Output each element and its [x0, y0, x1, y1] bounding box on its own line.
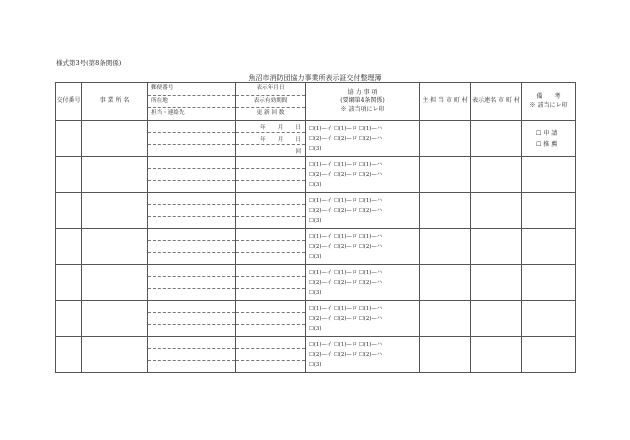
coop-line-2: ☐(2)—イ ☐(2)—ロ ☐(2)—ハ: [309, 351, 383, 358]
coop-line-1: ☐(1)—イ ☐(1)—ロ ☐(1)—ハ: [309, 341, 383, 348]
cell-main-municipality[interactable]: [420, 157, 471, 193]
cell-contact-group[interactable]: [148, 337, 236, 373]
cell-issue-number[interactable]: [56, 121, 82, 157]
cell-display-group[interactable]: [236, 157, 306, 193]
ledger-row: [56, 193, 576, 229]
ledger-row: [56, 265, 576, 301]
header-main-municipality: 主 担 当 市 町 村: [420, 83, 471, 121]
cell-contact-group[interactable]: [148, 265, 236, 301]
coop-line-1: ☐(1)—イ ☐(1)—ロ ☐(1)—ハ: [309, 305, 383, 312]
cell-contact-group[interactable]: [148, 301, 236, 337]
header-display-group: [236, 83, 306, 121]
cell-joint-municipality[interactable]: [471, 193, 522, 229]
cell-main-municipality[interactable]: [420, 121, 471, 157]
coop-line-2: ☐(2)—イ ☐(2)—ロ ☐(2)—ハ: [309, 207, 383, 214]
cell-display-group[interactable]: [236, 265, 306, 301]
header-contact-group: [148, 83, 236, 121]
header-remarks-note: ※ 該当にレ印: [529, 101, 568, 109]
ledger-row: [56, 229, 576, 265]
header-display-date: 表示年月日: [256, 85, 285, 92]
header-contact: 担当・連絡先: [148, 107, 235, 120]
cell-cooperation[interactable]: [306, 193, 420, 229]
cell-joint-municipality[interactable]: [471, 229, 522, 265]
cell-remarks[interactable]: [522, 265, 576, 301]
ledger-title: 魚沼市消防団協力事業所表示証交付整理簿: [248, 74, 382, 82]
cell-main-municipality[interactable]: [420, 193, 471, 229]
cell-main-municipality[interactable]: [420, 229, 471, 265]
cell-display-group[interactable]: [236, 301, 306, 337]
ledger-row: [56, 157, 576, 193]
cell-display-group[interactable]: [236, 121, 306, 157]
cell-main-municipality[interactable]: [420, 301, 471, 337]
cell-contact-group[interactable]: [148, 121, 236, 157]
cell-issue-number[interactable]: [56, 337, 82, 373]
ledger-row: [56, 337, 576, 373]
cell-display-group[interactable]: [236, 193, 306, 229]
form-number: 様式第3号(第8条関係): [56, 59, 122, 67]
coop-line-2: ☐(2)—イ ☐(2)—ロ ☐(2)—ハ: [309, 315, 383, 322]
cell-joint-municipality[interactable]: [471, 337, 522, 373]
cell-display-group[interactable]: [236, 337, 306, 373]
header-cooperation: [306, 83, 420, 121]
remark-apply-checkbox[interactable]: ☐ 申 請: [536, 129, 558, 137]
cell-joint-municipality[interactable]: [471, 265, 522, 301]
coop-line-1: ☐(1)—イ ☐(1)—ロ ☐(1)—ハ: [309, 161, 383, 168]
header-joint-municipality: 表示連名 市 町 村: [471, 83, 522, 121]
cell-remarks[interactable]: [522, 301, 576, 337]
cell-cooperation[interactable]: [306, 157, 420, 193]
cell-cooperation[interactable]: [306, 229, 420, 265]
header-remarks-title: 備 考: [536, 93, 561, 101]
header-coop-sub: (要綱第4条関係): [340, 97, 385, 105]
cell-issue-number[interactable]: [56, 229, 82, 265]
cell-remarks[interactable]: [522, 157, 576, 193]
cell-office-name[interactable]: [82, 301, 148, 337]
cell-joint-municipality[interactable]: [471, 301, 522, 337]
cell-office-name[interactable]: [82, 121, 148, 157]
ledger-body: [56, 121, 576, 373]
display-date-line: 年 月 日: [260, 124, 301, 131]
cell-remarks[interactable]: [522, 229, 576, 265]
cell-contact-group[interactable]: [148, 193, 236, 229]
coop-line-3: ☐(3): [309, 253, 322, 260]
coop-line-1: ☐(1)—イ ☐(1)—ロ ☐(1)—ハ: [309, 233, 383, 240]
ledger-row: [56, 121, 576, 157]
header-coop-title: 協 力 事 項: [347, 89, 378, 97]
remark-recommend-checkbox[interactable]: ☐ 推 薦: [536, 140, 558, 148]
cell-joint-municipality[interactable]: [471, 121, 522, 157]
coop-line-1: ☐(1)—イ ☐(1)—ロ ☐(1)—ハ: [309, 269, 383, 276]
header-postal-code: 郵便番号: [151, 85, 174, 92]
coop-line-3: ☐(3): [309, 145, 322, 152]
ledger-row: [56, 301, 576, 337]
cell-cooperation[interactable]: [306, 265, 420, 301]
coop-line-3: ☐(3): [309, 289, 322, 296]
coop-line-2: ☐(2)—イ ☐(2)—ロ ☐(2)—ハ: [309, 171, 383, 178]
cell-main-municipality[interactable]: [420, 265, 471, 301]
cell-issue-number[interactable]: [56, 157, 82, 193]
cell-issue-number[interactable]: [56, 193, 82, 229]
valid-period-line: 年 月 日: [236, 132, 305, 144]
cell-cooperation[interactable]: [306, 337, 420, 373]
cell-cooperation[interactable]: [306, 301, 420, 337]
cell-issue-number[interactable]: [56, 265, 82, 301]
coop-line-2: ☐(2)—イ ☐(2)—ロ ☐(2)—ハ: [309, 279, 383, 286]
cell-office-name[interactable]: [82, 193, 148, 229]
cell-contact-group[interactable]: [148, 157, 236, 193]
cell-office-name[interactable]: [82, 265, 148, 301]
coop-line-2: ☐(2)—イ ☐(2)—ロ ☐(2)—ハ: [309, 243, 383, 250]
ledger-table: [55, 82, 576, 373]
header-valid-period: 表示有効期間: [236, 95, 305, 108]
coop-line-3: ☐(3): [309, 181, 322, 188]
cell-office-name[interactable]: [82, 229, 148, 265]
cell-joint-municipality[interactable]: [471, 157, 522, 193]
cell-main-municipality[interactable]: [420, 337, 471, 373]
cell-display-group[interactable]: [236, 229, 306, 265]
coop-line-1: ☐(1)—イ ☐(1)—ロ ☐(1)—ハ: [309, 197, 383, 204]
coop-line-3: ☐(3): [309, 325, 322, 332]
header-address: 所在地: [148, 95, 235, 108]
coop-line-2: ☐(2)—イ ☐(2)—ロ ☐(2)—ハ: [309, 135, 383, 142]
cell-remarks[interactable]: [522, 193, 576, 229]
header-renewal-count: 更 新 回 数: [236, 107, 305, 120]
cell-remarks[interactable]: [522, 337, 576, 373]
coop-line-3: ☐(3): [309, 217, 322, 224]
coop-line-3: ☐(3): [309, 361, 322, 368]
header-coop-note: ※ 該当項にレ印: [340, 105, 385, 113]
renewal-count-line: 回: [236, 144, 305, 156]
header-remarks: [522, 83, 576, 121]
cell-office-name[interactable]: [82, 157, 148, 193]
cell-remarks[interactable]: [522, 121, 576, 157]
cell-cooperation[interactable]: [306, 121, 420, 157]
header-office-name: 事 業 所 名: [82, 83, 148, 121]
cell-office-name[interactable]: [82, 337, 148, 373]
cell-contact-group[interactable]: [148, 229, 236, 265]
cell-issue-number[interactable]: [56, 301, 82, 337]
header-issue-number: 交付番号: [56, 83, 82, 121]
coop-line-1: ☐(1)—イ ☐(1)—ロ ☐(1)—ハ: [309, 125, 383, 132]
